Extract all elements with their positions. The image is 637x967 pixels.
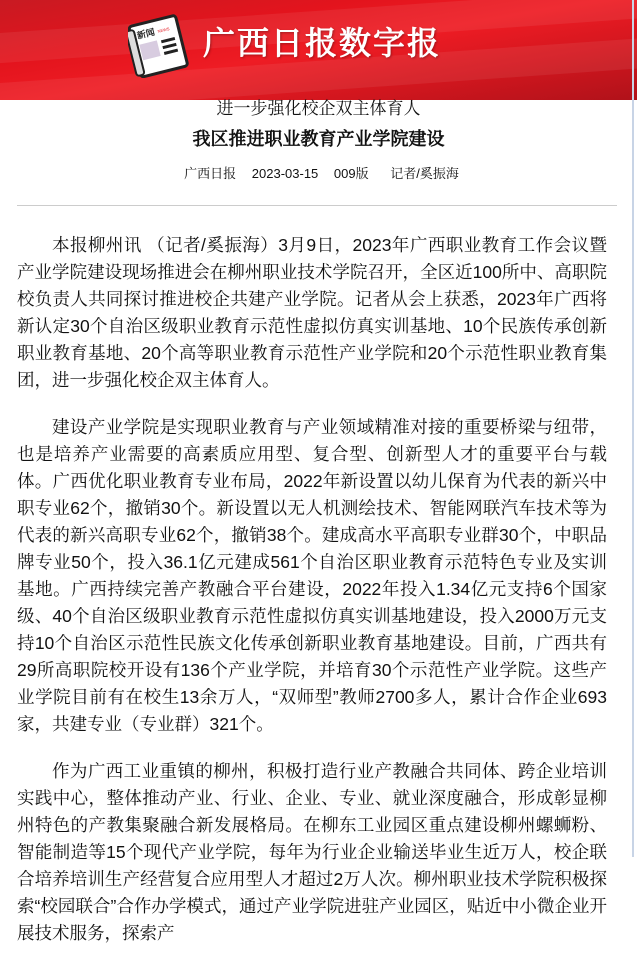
author: 记者/奚振海 bbox=[390, 166, 459, 181]
svg-text:新闻: 新闻 bbox=[135, 26, 156, 41]
masthead-banner bbox=[0, 0, 637, 100]
paragraph: 本报柳州讯 （记者/奚振海）3月9日，2023年广西职业教育工作会议暨产业学院建设现场推进会在柳州职业技术学院召开，全区近100所中、高职院校负责人共同探讨推进校企共建产业学院。记者从会上获悉，2023年广西将新认定30个自治区级职业教育示范性虚拟仿真实训基地、10个民族传承创新职业教育基地、20个高等职业教育示范性产业学院和20个示范性职业教育集团，进一步强化校企双主体育人。 bbox=[17, 235, 607, 390]
newspaper-icon[interactable] bbox=[128, 12, 190, 78]
divider bbox=[17, 205, 617, 206]
paragraph: 作为广西工业重镇的柳州，积极打造行业产教融合共同体、跨企业培训实践中心，整体推动产业、行业、企业、专业、就业深度融合，形成彰显柳州特色的产教集聚融合新发展格局。在柳东工业园区重点建设柳州螺蛳粉、智能制造等15个现代产业学院，每年为行业企业输送毕业生近万人，校企联合培养培训生产经营复合应用型人才超过2万人次。柳州职业技术学院积极探索“校园联合”合作办学模式，通过产业学院进驻产业园区，贴近中小微企业开展技术服务，探索产 bbox=[17, 761, 607, 943]
publish-date: 2023-03-15 bbox=[251, 166, 319, 181]
article-title: 我区推进职业教育产业学院建设 bbox=[192, 129, 445, 149]
article-byline bbox=[0, 163, 637, 182]
source-name: 广西日报 bbox=[184, 166, 237, 181]
source bbox=[178, 166, 374, 181]
article-subtitle: 进一步强化校企双主体育人 bbox=[216, 99, 421, 118]
svg-text:NEWS: NEWS bbox=[157, 26, 170, 34]
paragraph: 建设产业学院是实现职业教育与产业领域精准对接的重要桥梁与纽带，也是培养产业需要的高素质应用型、复合型、创新型人才的重要平台与载体。广西优化职业教育专业布局，2022年新设置以幼儿保育为代表的新兴中职专业62个，撤销30个。新设置以无人机测绘技术、智能网联汽车技术等为代表的新兴高职专业62个，撤销38个。建成高水平高职专业群30个，中职品牌专业50个，投入36.1亿元建成561个自治区职业教育示范特色专业及实训基地。广西持续完善产教融合平台建设，2022年投入1.34亿元支持6个国家级、40个自治区级职业教育示范性虚拟仿真实训基地建设，投入2000万元支持10个自治区示范性民族文化传承创新职业教育基地建设。目前，广西共有29所高职院校开设有136个产业学院，并培育30个示范性产业学院。这些产业学院目前有在校生13余万人，“双师型”教师2700多人，累计合作企业693家，共建专业（专业群）321个。 bbox=[17, 417, 607, 734]
site-logo[interactable]: 广西日报数字报 bbox=[203, 25, 442, 61]
edition: 009版 bbox=[333, 166, 369, 181]
